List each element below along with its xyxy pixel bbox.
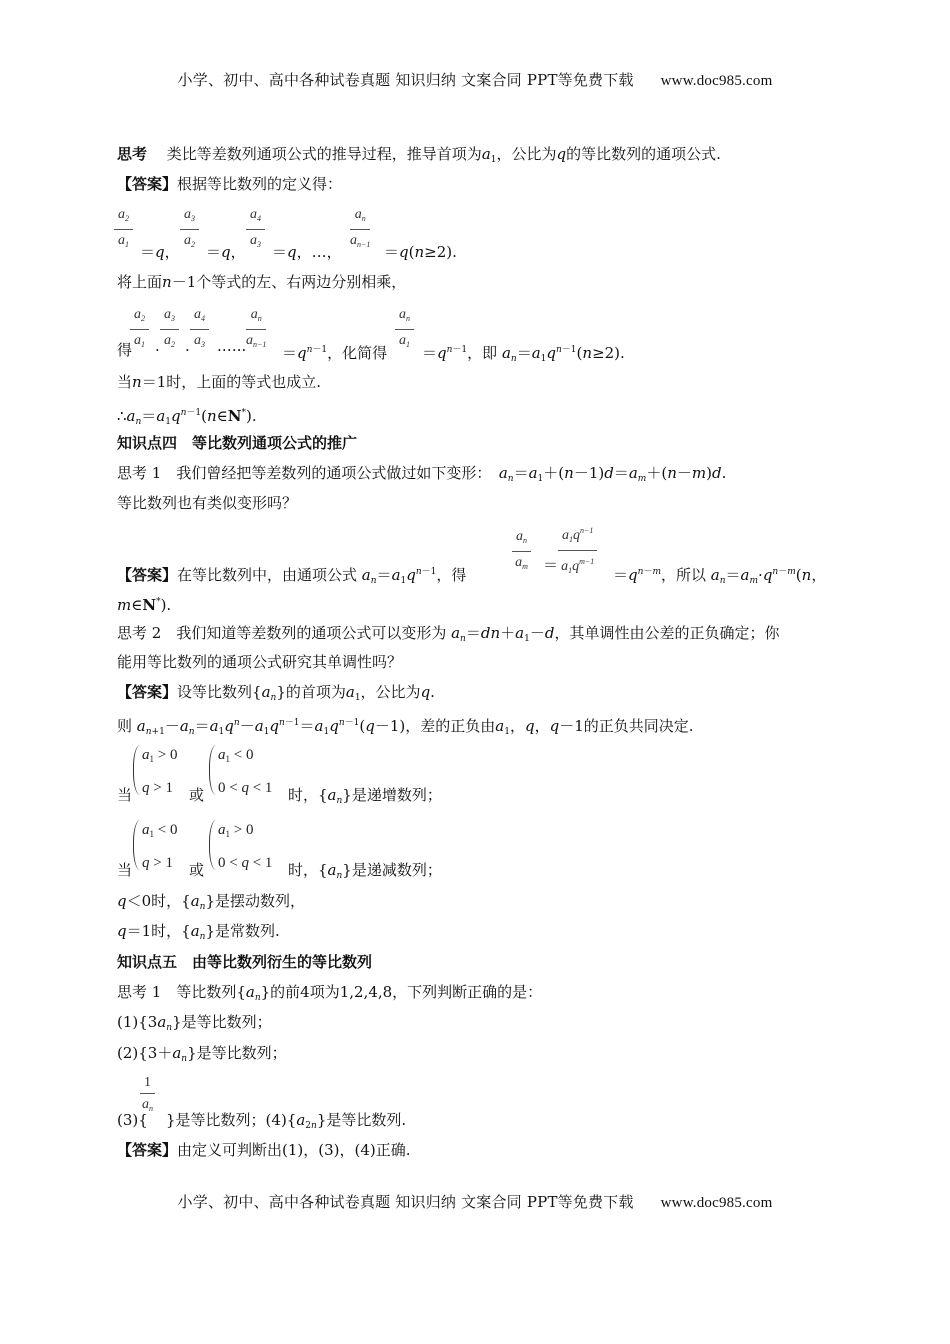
const-line: q＝1时，$\{a_n\}$是常数列. [117, 922, 280, 942]
label-daan: 【答案】 [117, 175, 178, 193]
footer-text: 小学、初中、高中各种试卷真题 知识归纳 文案合同 PPT等免费下载 [177, 1193, 634, 1211]
label-sikao1: 思考 1 [117, 464, 162, 482]
dang: 当 [117, 786, 133, 804]
k4-answer-2: 【答案】设等比数列$\{a_n\}$的首项为$a_1$，公比为q. [117, 683, 435, 703]
fraction: $\frac{1}{a_n}$ [142, 1075, 153, 1113]
k4-question-2: 思考 2 我们知道等差数列的通项公式可以变形为 $a_n=dn+a_1-d$，其单调性由公差的正负确定；你 [117, 624, 780, 644]
k5-question: 思考 1 等比数列$\{a_n\}$的前4项为1,2,4,8，下列判断正确的是： [117, 983, 543, 1003]
k5-answer-text: 由定义可判断出(1)，(3)，(4)正确. [177, 1141, 411, 1159]
k4-answer-1c: m∈N*). [117, 596, 172, 614]
k4-question-2b: 能用等比数列的通项公式研究其单调性吗？ [117, 653, 403, 671]
k5-item-2: $(2)\{3+a_n\}$是等比数列； [117, 1044, 287, 1064]
huo: 或 [189, 861, 205, 879]
k4-question-1: 思考 1 我们曾经把等差数列的通项公式做过如下变形： $a_n=a_1+(n-1)d=a_m+(n-m)d$. [117, 464, 727, 484]
huo: 或 [189, 786, 205, 804]
conclusion-line: $\therefore a_n=a_1q^{n-1}(n\in N^*)$. [117, 407, 257, 427]
n1-line: 当n＝1时，上面的等式也成立. [117, 373, 322, 391]
fraction: $\frac{a_3}{a_2}$ [180, 206, 199, 254]
dots: .….. [217, 337, 247, 355]
eq-text: $=q^{n-m}$，所以 $a_n=a_m\cdot q^{n-m}(n$， [613, 566, 827, 586]
de-text: 得 [117, 341, 133, 359]
fraction: $\frac{a_2}{a_1}$ [130, 306, 149, 354]
section-4-title: 知识点四 等比数列通项公式的推广 [117, 434, 358, 452]
fraction: $\frac{a_4}{a_3}$ [246, 206, 265, 254]
eq-text: $=q^{n-1}$，化简得 [282, 344, 388, 362]
eq-text: ＝q， [140, 243, 180, 261]
dang: 当 [117, 861, 133, 879]
inc-text: 时，$\{a_n\}$是递增数列； [288, 786, 442, 806]
label-sikao: 思考 [117, 145, 148, 163]
eq-text: ＝q(n≥2). [384, 243, 457, 261]
fraction: $\frac{a_1q^{n-1}}{a_1q^{m-1}}$ [558, 522, 597, 580]
page-footer [0, 1191, 950, 1212]
k5-item-3b: }是等比数列；$(4)\{a_{2n}\}$是等比数列. [166, 1111, 407, 1131]
fraction: $\frac{a_3}{a_2}$ [160, 306, 179, 354]
dot: . [155, 337, 160, 355]
fraction: $\frac{a_n}{a_1}$ [395, 306, 414, 354]
question-text: 类比等差数列通项公式的推导过程，推导首项为$a_1$，公比为q的等比数列的通项公式. [166, 145, 721, 165]
label-sikao2: 思考 2 [117, 624, 162, 642]
footer-url[interactable]: www.doc985.com [660, 1195, 773, 1211]
case-system: $a_1 > 0$ q > 1 [142, 741, 177, 803]
k5-item-1: $(1)\{3a_n\}$是等比数列； [117, 1013, 272, 1033]
eq-sign: ＝ [543, 556, 559, 574]
osc-line: q＜0时，$\{a_n\}$是摆动数列， [117, 892, 305, 912]
k5-answer [117, 1140, 411, 1160]
answer-def: 根据等比数列的定义得： [177, 175, 343, 193]
k4-answer-2b: 则 $a_{n+1}-a_n=a_1q^n-a_1q^{n-1}=a_1q^{n-1}(q-1)$，差的正负由$a_1$，q，q－1的正负共同决定. [117, 717, 694, 737]
answer-intro [117, 174, 342, 194]
label-daan: 【答案】 [117, 683, 178, 701]
multiply-line: 将上面n－1个等式的左、右两边分别相乘， [117, 273, 407, 291]
fraction: $\frac{a_4}{a_3}$ [190, 306, 209, 354]
section-5-title: 知识点五 由等比数列衍生的等比数列 [117, 953, 373, 971]
question-main [117, 144, 721, 170]
label-daan: 【答案】 [117, 566, 178, 584]
label-sikao1: 思考 1 [117, 983, 162, 1001]
case-system: $a_1 > 0$ 0 < q < 1 [218, 816, 272, 878]
eq-text: ＝q，…， [272, 243, 342, 261]
header-url[interactable]: www.doc985.com [660, 73, 773, 89]
page-header [0, 69, 950, 90]
fraction: $\frac{a_2}{a_1}$ [114, 206, 133, 254]
fraction: $\frac{a_n}{a_{n-1}}$ [350, 207, 371, 249]
k4-answer-1: 【答案】在等比数列中，由通项公式 $a_n=a_1q^{n-1}$，得 [117, 566, 467, 586]
case-system: $a_1 < 0$ q > 1 [142, 816, 177, 878]
label-daan: 【答案】 [117, 1141, 178, 1159]
fraction: $\frac{a_n}{a_{n-1}}$ [246, 307, 267, 349]
k4-question-1b: 等比数列也有类似变形吗？ [117, 494, 298, 512]
eq-text: $=q^{n-1}$，即 $a_n=a_1q^{n-1}(n\ge 2)$. [422, 344, 625, 364]
header-text: 小学、初中、高中各种试卷真题 知识归纳 文案合同 PPT等免费下载 [177, 71, 634, 89]
eq-text: ＝q， [206, 243, 246, 261]
k5-item-3a: (3){ [117, 1111, 148, 1129]
case-system: $a_1 < 0$ 0 < q < 1 [218, 741, 272, 803]
dot: . [185, 337, 190, 355]
dec-text: 时，$\{a_n\}$是递减数列； [288, 861, 442, 881]
fraction: $\frac{a_n}{a_m}$ [512, 528, 531, 576]
